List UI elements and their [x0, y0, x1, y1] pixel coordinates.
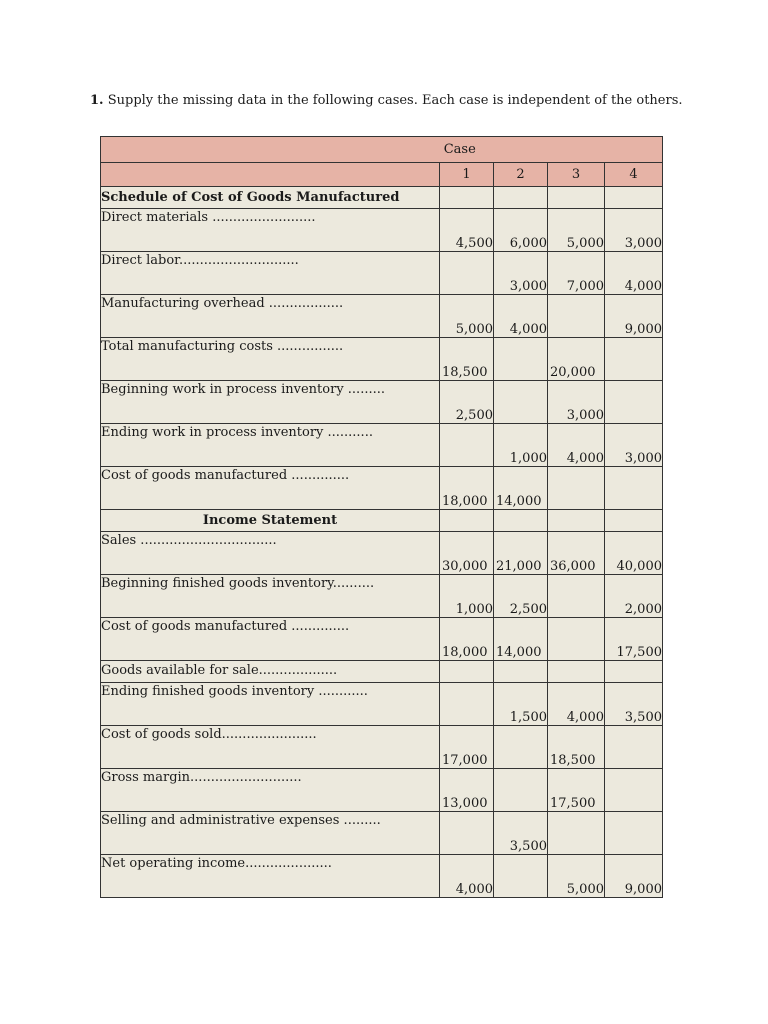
- missing-data-table: [100, 136, 663, 898]
- table-row: [101, 812, 663, 855]
- cell-value: 4,000: [494, 295, 548, 338]
- cell-value: [440, 424, 494, 467]
- cell-value: 6,000: [494, 209, 548, 252]
- table-header-case-row: [101, 137, 663, 163]
- cell-value: 3,000: [548, 381, 605, 424]
- row-label-direct-labor: Direct labor.............................: [101, 253, 299, 268]
- cell-value: [548, 575, 605, 618]
- cell-value: 13,000: [440, 769, 494, 812]
- case-header-label: Case: [443, 142, 476, 157]
- cell-value: 14,000: [494, 467, 548, 510]
- cell-value: 4,000: [605, 252, 663, 295]
- cell-value: 5,000: [548, 855, 605, 898]
- cell-value: 4,000: [440, 855, 494, 898]
- cell-value: 1,000: [440, 575, 494, 618]
- cell-value: 18,000: [440, 467, 494, 510]
- cell-value: [440, 812, 494, 855]
- cell-value: 3,500: [605, 683, 663, 726]
- case-number-4: 4: [605, 163, 663, 187]
- table-row: [101, 618, 663, 661]
- cell-value: 18,500: [548, 726, 605, 769]
- row-label-cogm-income-statement: Cost of goods manufactured ..............: [101, 619, 350, 634]
- table-row: [101, 575, 663, 618]
- table-row: [101, 683, 663, 726]
- cell-value: 3,000: [494, 252, 548, 295]
- table-row: [101, 467, 663, 510]
- section-title-cogm: Schedule of Cost of Goods Manufactured: [101, 187, 440, 209]
- cell-value: 4,000: [548, 424, 605, 467]
- cell-value: 2,500: [440, 381, 494, 424]
- table-row: [101, 424, 663, 467]
- cell-value: 18,500: [440, 338, 494, 381]
- row-label-manufacturing-overhead: Manufacturing overhead ..................: [101, 296, 344, 311]
- table-row: [101, 381, 663, 424]
- cell-value: [548, 618, 605, 661]
- section-row-income-statement: [101, 510, 663, 532]
- cell-value: 1,500: [494, 683, 548, 726]
- table-row: [101, 209, 663, 252]
- cell-value: 14,000: [494, 618, 548, 661]
- cell-value: 1,000: [494, 424, 548, 467]
- section-row-cogm: [101, 187, 663, 209]
- row-label-selling-admin: Selling and administrative expenses .........: [101, 813, 381, 828]
- cell-value: [605, 769, 663, 812]
- cell-value: 18,000: [440, 618, 494, 661]
- row-label-goods-available: Goods available for sale...................: [101, 663, 338, 678]
- cell-value: 40,000: [605, 532, 663, 575]
- cell-value: [548, 295, 605, 338]
- cell-value: [548, 467, 605, 510]
- cell-value: [605, 467, 663, 510]
- row-label-cost-of-goods-sold: Cost of goods sold.......................: [101, 727, 317, 742]
- table-row: [101, 769, 663, 812]
- table-row: [101, 295, 663, 338]
- cell-value: 17,000: [440, 726, 494, 769]
- cell-value: 9,000: [605, 295, 663, 338]
- row-label-cost-of-goods-manufactured: Cost of goods manufactured ..............: [101, 468, 350, 483]
- cell-value: 30,000: [440, 532, 494, 575]
- cell-value: 3,000: [605, 424, 663, 467]
- table-row: [101, 532, 663, 575]
- row-label-beginning-fg: Beginning finished goods inventory..........: [101, 576, 375, 591]
- cell-value: 2,000: [605, 575, 663, 618]
- cell-value: [548, 812, 605, 855]
- cell-value: 2,500: [494, 575, 548, 618]
- cell-value: 36,000: [548, 532, 605, 575]
- cell-value: 17,500: [605, 618, 663, 661]
- cell-value: 5,000: [548, 209, 605, 252]
- cell-value: 7,000: [548, 252, 605, 295]
- case-number-2: 2: [494, 163, 548, 187]
- row-label-net-operating-income: Net operating income.....................: [101, 856, 332, 871]
- section-title-income-statement: Income Statement: [101, 510, 440, 532]
- row-label-sales: Sales .................................: [101, 533, 277, 548]
- row-label-direct-materials: Direct materials .........................: [101, 210, 316, 225]
- table-row: [101, 661, 663, 683]
- cell-value: [440, 683, 494, 726]
- cell-value: 20,000: [548, 338, 605, 381]
- cell-value: 3,000: [605, 209, 663, 252]
- table-row: [101, 252, 663, 295]
- row-label-total-manufacturing-costs: Total manufacturing costs ................: [101, 339, 344, 354]
- cell-value: [494, 338, 548, 381]
- cell-value: [605, 338, 663, 381]
- row-label-ending-wip: Ending work in process inventory ...........: [101, 425, 373, 440]
- table-row: [101, 726, 663, 769]
- cell-value: [494, 661, 548, 683]
- cell-value: 4,000: [548, 683, 605, 726]
- cell-value: 3,500: [494, 812, 548, 855]
- cell-value: [440, 252, 494, 295]
- case-number-1: 1: [440, 163, 494, 187]
- cell-value: [494, 726, 548, 769]
- cell-value: [494, 769, 548, 812]
- cell-value: 9,000: [605, 855, 663, 898]
- cell-value: 21,000: [494, 532, 548, 575]
- question-number: 1.: [90, 93, 104, 108]
- question-prompt: [90, 93, 730, 108]
- cell-value: [494, 381, 548, 424]
- cell-value: [605, 812, 663, 855]
- case-number-3: 3: [548, 163, 605, 187]
- cell-value: 17,500: [548, 769, 605, 812]
- cell-value: [605, 661, 663, 683]
- cell-value: 5,000: [440, 295, 494, 338]
- cell-value: [605, 381, 663, 424]
- row-label-beginning-wip: Beginning work in process inventory .........: [101, 382, 385, 397]
- table-row: [101, 855, 663, 898]
- cell-value: 4,500: [440, 209, 494, 252]
- table-row: [101, 338, 663, 381]
- cell-value: [548, 661, 605, 683]
- table-header-number-row: [101, 163, 663, 187]
- row-label-gross-margin: Gross margin...........................: [101, 770, 302, 785]
- cell-value: [494, 855, 548, 898]
- question-text: Supply the missing data in the following cases. Each case is independent of the others.: [107, 93, 683, 108]
- cell-value: [605, 726, 663, 769]
- cell-value: [440, 661, 494, 683]
- row-label-ending-fg: Ending finished goods inventory ............: [101, 684, 368, 699]
